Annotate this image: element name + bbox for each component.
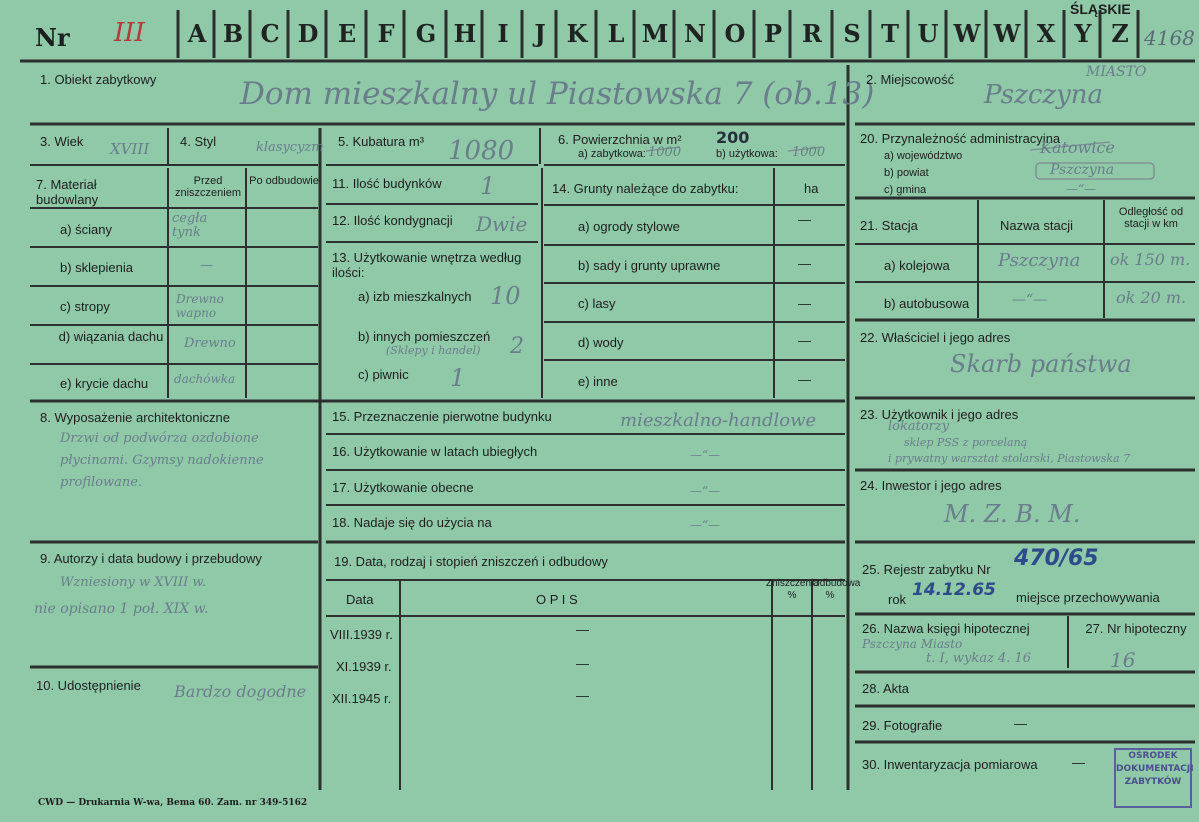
piwnic-value: 1 (450, 364, 466, 392)
zniszczenia-pct-header: Zniszczenia % (766, 578, 819, 601)
data-header: Data (346, 592, 374, 607)
inwestor-value: M. Z. B. M. (944, 500, 1081, 528)
fotografie-label: 29. Fotografie (862, 718, 943, 733)
odleglosc-label: Odległość od stacji w km (1118, 206, 1184, 230)
letter-f: F (377, 19, 395, 48)
stacja-label: 21. Stacja (860, 218, 918, 233)
autobusowa-label: b) autobusowa (884, 296, 970, 311)
wody-label: d) wody (578, 335, 624, 350)
ksiega-value-2: t. I, wykaz 4. 16 (926, 651, 1032, 666)
kondygnacje-value: Dwie (476, 212, 528, 236)
letter-r: R (802, 19, 822, 48)
opis-header: O P I S (536, 592, 578, 607)
material-label: 7. Materiał budowlany (36, 177, 99, 207)
letter-b: B (222, 19, 244, 48)
inne-ha: — (798, 372, 811, 387)
innych-value: 2 (510, 334, 524, 359)
lasy-label: c) lasy (578, 296, 616, 311)
autorzy-value-1: Wzniesiony w XVIII w. (60, 575, 207, 590)
nazwa-stacji-label: Nazwa stacji (1000, 218, 1073, 233)
rejestr-value: 470/65 (1014, 546, 1099, 571)
uzytkownik-value-1: lokatorzy (888, 419, 950, 434)
printer-note: CWD — Drukarnia W-wa, Bema 60. Zam. nr 349-5162 (38, 798, 308, 808)
letter-w2: W (993, 19, 1021, 48)
uzytk-lata-value: —“— (690, 448, 721, 462)
wody-ha: — (798, 333, 811, 348)
uzytk-lata-label: 16. Użytkowanie w latach ubiegłych (332, 444, 538, 459)
udostepnienie-value: Bardzo dogodne (174, 682, 307, 701)
krycie-label: e) krycie dachu (60, 376, 149, 391)
date-row-3: XII.1945 r. (332, 691, 392, 706)
uzytkownik-label: 23. Użytkownik i jego adres (860, 407, 1019, 422)
letter-j: J (534, 19, 546, 48)
letter-o: O (724, 19, 746, 48)
archive-stamp-text: OŚRODEK DOKUMENTACJI ZABYTKÓW (1116, 751, 1194, 787)
archive-stamp (1114, 748, 1192, 808)
ha-label: ha (804, 181, 819, 196)
wyposazenie-value: Drzwi od podwórza ozdobione płycinami. Gzymsy nadokienne profilowane. (60, 431, 264, 490)
wojewodztwo-value: Katowice (1040, 138, 1115, 157)
wlasciciel-label: 22. Właściciel i jego adres (860, 330, 1011, 345)
obiekt-label: 1. Obiekt zabytkowy (40, 72, 157, 87)
nr-value: III (114, 18, 145, 48)
letter-p: P (763, 19, 783, 48)
obiekt-value: Dom mieszkalny ul Piastowska 7 (ob.13) (240, 76, 875, 112)
kolejowa-value: Pszczyna (998, 250, 1081, 271)
kubatura-label: 5. Kubatura m³ (338, 134, 424, 149)
pow-uzytkowa-label: b) użytkowa: (716, 148, 778, 160)
letter-z: Z (1111, 19, 1129, 48)
budynki-value: 1 (480, 172, 496, 200)
nr-hip-label: 27. Nr hipoteczny (1085, 621, 1187, 636)
uzytkowanie-wnetrza-label: 13. Użytkowanie wnętrza według ilości: (332, 250, 522, 280)
letter-a: A (187, 19, 207, 48)
letter-s: S (843, 19, 861, 48)
letter-h: H (453, 19, 477, 48)
innych-label: b) innych pomieszczeń (358, 329, 491, 344)
wojewodztwo-label: a) województwo (884, 150, 963, 162)
letter-l: L (607, 19, 625, 48)
grunty-label: 14. Grunty należące do zabytku: (552, 181, 739, 196)
innych-note: (Sklepy i handel) (386, 344, 481, 357)
powierzchnia-label: 6. Powierzchnia w m² (558, 132, 682, 147)
letter-g: G (415, 19, 437, 48)
izb-label: a) izb mieszkalnych (358, 289, 472, 304)
date-row-1-opis: — (576, 622, 589, 637)
letter-x: X (1036, 19, 1056, 48)
stropy-label: c) stropy (60, 299, 110, 314)
wiek-value: XVIII (110, 140, 150, 158)
gmina-label: c) gmina (884, 184, 927, 196)
rejestr-label: 25. Rejestr zabytku Nr (862, 562, 991, 577)
przeznaczenie-value: mieszkalno-handlowe (620, 410, 817, 431)
piwnic-label: c) piwnic (358, 367, 409, 382)
sklepienia-label: b) sklepienia (60, 260, 133, 275)
akta-label: 28. Akta (862, 681, 909, 696)
date-row-2-opis: — (576, 656, 589, 671)
inwentaryzacja-label: 30. Inwentaryzacja pomiarowa (862, 757, 1038, 772)
sklepienia-value: — (200, 258, 213, 273)
kolejowa-label: a) kolejowa (884, 258, 950, 273)
gmina-value: —“— (1066, 182, 1097, 196)
letter-m: M (641, 19, 669, 48)
uzytk-obecne-value: —“— (690, 484, 721, 498)
wiazania-label: d) wiązania dachu (58, 329, 164, 344)
rok-label: rok (888, 592, 907, 607)
card-number: 4168 (1144, 26, 1195, 50)
lasy-ha: — (798, 296, 811, 311)
miejscowosc-value: Pszczyna (984, 80, 1104, 110)
pow-zabytkowa-old: 1000 (648, 145, 682, 160)
kondygnacje-label: 12. Ilość kondygnacji (332, 213, 453, 228)
date-row-3-opis: — (576, 688, 589, 703)
letter-w1: W (953, 19, 981, 48)
nr-label: Nr (35, 23, 70, 52)
wiazania-value: Drewno (184, 336, 236, 351)
letter-y: Y (1074, 19, 1092, 48)
miejscowosc-label: 2. Miejscowość (866, 72, 955, 87)
sciany-value: cegła tynk (172, 211, 208, 240)
wyposazenie-label: 8. Wyposażenie architektoniczne (40, 410, 230, 425)
budynki-label: 11. Ilość budynków (332, 176, 442, 191)
styl-value: klasycyzm (256, 140, 324, 155)
udostepnienie-label: 10. Udostępnienie (36, 678, 141, 693)
letter-i: I (497, 19, 509, 48)
pow-zabytkowa-label: a) zabytkowa: (578, 148, 646, 160)
letter-e: E (337, 19, 357, 48)
styl-label: 4. Styl (180, 134, 217, 149)
stropy-value: Drewno wapno (176, 292, 224, 320)
sady-ha: — (798, 256, 811, 271)
autorzy-value-2: nie opisano 1 poł. XIX w. (34, 601, 209, 617)
przed-label: Przed zniszczeniem (174, 175, 242, 199)
uzytk-obecne-label: 17. Użytkowanie obecne (332, 480, 474, 495)
letter-n: N (684, 19, 706, 48)
sciany-label: a) ściany (60, 222, 113, 237)
ogrody-label: a) ogrody stylowe (578, 219, 680, 234)
zniszczenia-label: 19. Data, rodzaj i stopień zniszczeń i odbudowy (334, 554, 608, 569)
sady-label: b) sady i grunty uprawne (578, 258, 721, 273)
kubatura-value: 1080 (448, 136, 515, 166)
izb-value: 10 (490, 282, 521, 310)
wlasciciel-value: Skarb państwa (950, 350, 1132, 378)
date-row-1: VIII.1939 r. (330, 627, 393, 642)
powiat-value: Pszczyna (1050, 162, 1115, 178)
region-stamp: ŚLĄSKIE (1070, 1, 1131, 17)
miejsce-label: miejsce przechowywania (1016, 590, 1160, 605)
po-label: Po odbudowie (249, 175, 319, 187)
rok-value: 14.12.65 (912, 580, 996, 600)
letter-t: T (881, 19, 899, 48)
autobusowa-km: ok 20 m. (1116, 288, 1187, 307)
uzytkownik-value-2: sklep PSS z porcelaną (904, 436, 1028, 449)
wiek-label: 3. Wiek (40, 134, 84, 149)
ogrody-ha: — (798, 212, 811, 227)
autorzy-label: 9. Autorzy i data budowy i przebudowy (40, 551, 262, 566)
krycie-value: dachówka (174, 372, 236, 386)
przeznaczenie-label: 15. Przeznaczenie pierwotne budynku (332, 409, 552, 424)
odbudowa-pct-header: Odbudowa % (812, 578, 861, 601)
ksiega-label: 26. Nazwa księgi hipotecznej (862, 621, 1030, 636)
fotografie-value: — (1014, 716, 1027, 731)
pow-uzytkowa-old: 1000 (792, 145, 826, 160)
autobusowa-value: —“— (1012, 292, 1048, 308)
nadaje-value: —“— (690, 518, 721, 532)
inwentaryzacja-value: — (1072, 755, 1085, 770)
inwestor-label: 24. Inwestor i jego adres (860, 478, 1002, 493)
powierzchnia-value: 200 (716, 128, 750, 147)
przynaleznosc-label: 20. Przynależność administracyjna (860, 131, 1061, 146)
ksiega-value: Pszczyna Miasto (862, 637, 963, 651)
letter-u: U (917, 19, 939, 48)
miejscowosc-note: MIASTO (1086, 64, 1147, 80)
letter-c: C (260, 19, 280, 48)
date-row-2: XI.1939 r. (336, 659, 392, 674)
uzytkownik-value-3: i prywatny warsztat stolarski, Piastowska 7 (888, 452, 1131, 465)
inne-label: e) inne (578, 374, 618, 389)
letter-k: K (566, 19, 588, 48)
letter-d: D (297, 19, 319, 48)
nr-hip-value: 16 (1110, 648, 1136, 672)
nadaje-label: 18. Nadaje się do użycia na (332, 515, 492, 530)
powiat-label: b) powiat (884, 167, 929, 179)
kolejowa-km: ok 150 m. (1110, 250, 1191, 269)
